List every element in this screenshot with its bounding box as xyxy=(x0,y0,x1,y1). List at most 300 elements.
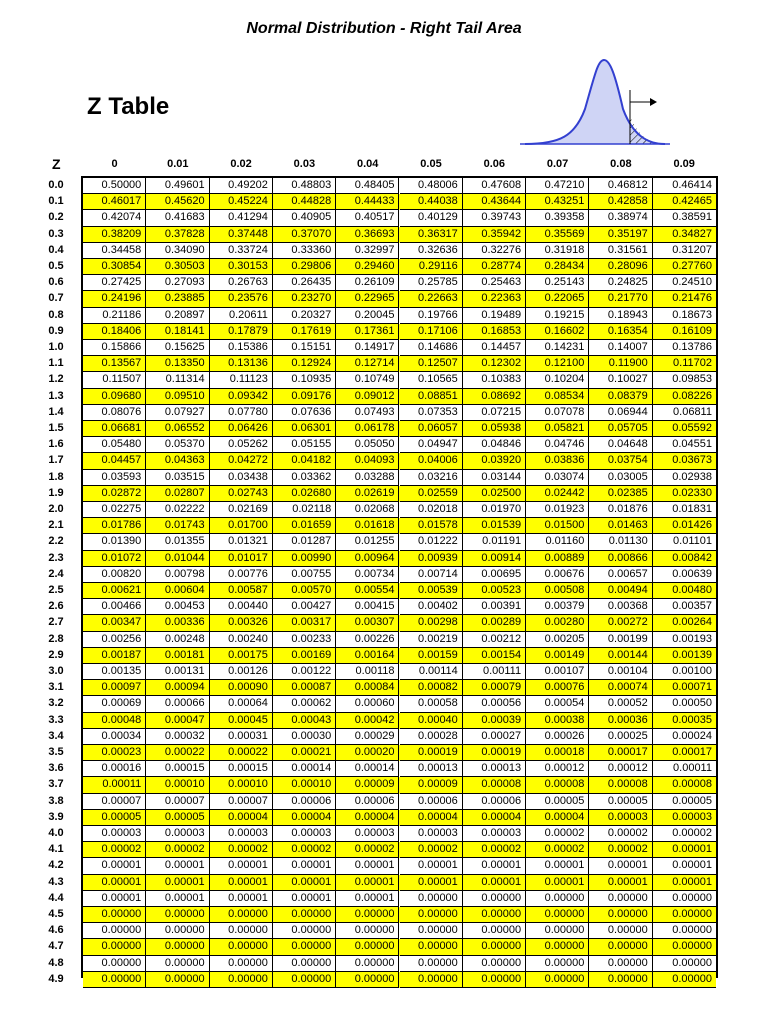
table-cell: 0.48006 xyxy=(400,178,463,194)
table-cell: 0.10565 xyxy=(400,372,463,388)
table-cell: 0.00058 xyxy=(400,696,463,712)
table-cell: 0.35569 xyxy=(526,227,589,243)
table-cell: 0.15866 xyxy=(83,340,146,356)
table-cell: 0.10935 xyxy=(273,372,336,388)
table-cell: 0.00001 xyxy=(210,891,273,907)
table-cell: 0.41294 xyxy=(210,210,273,226)
table-cell: 0.00842 xyxy=(653,551,716,567)
table-cell: 0.12100 xyxy=(526,356,589,372)
table-cell: 0.26435 xyxy=(273,275,336,291)
table-row xyxy=(83,794,716,810)
table-cell: 0.08692 xyxy=(463,389,526,405)
table-row xyxy=(83,227,716,243)
table-cell: 0.00004 xyxy=(526,810,589,826)
table-row xyxy=(83,891,716,907)
table-cell: 0.01618 xyxy=(336,518,399,534)
table-cell: 0.00001 xyxy=(146,891,209,907)
table-cell: 0.00017 xyxy=(589,745,652,761)
table-cell: 0.00000 xyxy=(273,907,336,923)
table-cell: 0.00135 xyxy=(83,664,146,680)
table-cell: 0.07353 xyxy=(400,405,463,421)
table-cell: 0.18406 xyxy=(83,324,146,340)
table-cell: 0.01743 xyxy=(146,518,209,534)
table-cell: 0.00181 xyxy=(146,648,209,664)
table-cell: 0.04006 xyxy=(400,453,463,469)
table-cell: 0.50000 xyxy=(83,178,146,194)
table-cell: 0.20045 xyxy=(336,308,399,324)
z-row-label: 0.7 xyxy=(48,292,64,305)
table-row xyxy=(83,875,716,891)
z-row-label: 2.2 xyxy=(48,535,64,548)
table-row xyxy=(83,551,716,567)
table-cell: 0.27093 xyxy=(146,275,209,291)
table-cell: 0.00508 xyxy=(526,583,589,599)
table-cell: 0.22965 xyxy=(336,291,399,307)
table-row xyxy=(83,810,716,826)
table-cell: 0.47210 xyxy=(526,178,589,194)
table-cell: 0.00427 xyxy=(273,599,336,615)
table-cell: 0.00011 xyxy=(83,777,146,793)
table-cell: 0.00010 xyxy=(146,777,209,793)
column-header: 0.08 xyxy=(610,158,632,170)
table-cell: 0.00676 xyxy=(526,567,589,583)
table-cell: 0.00939 xyxy=(400,551,463,567)
table-cell: 0.01072 xyxy=(83,551,146,567)
table-cell: 0.00006 xyxy=(273,794,336,810)
z-row-label: 2.1 xyxy=(48,519,64,532)
table-cell: 0.17619 xyxy=(273,324,336,340)
table-cell: 0.00714 xyxy=(400,567,463,583)
table-cell: 0.00402 xyxy=(400,599,463,615)
table-cell: 0.00039 xyxy=(463,713,526,729)
table-cell: 0.00015 xyxy=(210,761,273,777)
table-cell: 0.08076 xyxy=(83,405,146,421)
table-cell: 0.00000 xyxy=(400,956,463,972)
column-header: 0.03 xyxy=(293,158,316,170)
table-cell: 0.29806 xyxy=(273,259,336,275)
table-cell: 0.03593 xyxy=(83,470,146,486)
table-cell: 0.00621 xyxy=(83,583,146,599)
table-cell: 0.00001 xyxy=(336,891,399,907)
table-cell: 0.31561 xyxy=(589,243,652,259)
z-row-label: 3.6 xyxy=(48,762,64,775)
table-cell: 0.05155 xyxy=(273,437,336,453)
z-row-label: 2.4 xyxy=(48,567,64,580)
table-cell: 0.00008 xyxy=(589,777,652,793)
table-cell: 0.02169 xyxy=(210,502,273,518)
table-cell: 0.00001 xyxy=(146,858,209,874)
table-cell: 0.00032 xyxy=(146,729,209,745)
table-cell: 0.00264 xyxy=(653,615,716,631)
z-row-label: 2.7 xyxy=(48,616,64,629)
table-row xyxy=(83,291,716,307)
table-cell: 0.00000 xyxy=(653,923,716,939)
table-cell: 0.42074 xyxy=(83,210,146,226)
table-cell: 0.25785 xyxy=(400,275,463,291)
table-cell: 0.00001 xyxy=(463,875,526,891)
table-row xyxy=(83,664,716,680)
table-cell: 0.00076 xyxy=(526,680,589,696)
table-cell: 0.04272 xyxy=(210,453,273,469)
column-header: 0 xyxy=(111,158,118,170)
table-cell: 0.00139 xyxy=(653,648,716,664)
table-cell: 0.01130 xyxy=(589,534,652,550)
table-cell: 0.00000 xyxy=(83,907,146,923)
table-cell: 0.28096 xyxy=(589,259,652,275)
table-cell: 0.20611 xyxy=(210,308,273,324)
table-cell: 0.00347 xyxy=(83,615,146,631)
table-cell: 0.00226 xyxy=(336,632,399,648)
table-cell: 0.00003 xyxy=(400,826,463,842)
table-cell: 0.00022 xyxy=(210,745,273,761)
table-cell: 0.44038 xyxy=(400,194,463,210)
table-cell: 0.00336 xyxy=(146,615,209,631)
table-cell: 0.00000 xyxy=(589,891,652,907)
table-cell: 0.00001 xyxy=(83,875,146,891)
table-cell: 0.00031 xyxy=(210,729,273,745)
table-cell: 0.04457 xyxy=(83,453,146,469)
table-cell: 0.49202 xyxy=(210,178,273,194)
table-cell: 0.00205 xyxy=(526,632,589,648)
table-cell: 0.38974 xyxy=(589,210,652,226)
table-cell: 0.00009 xyxy=(400,777,463,793)
table-cell: 0.00000 xyxy=(589,972,652,988)
table-cell: 0.00326 xyxy=(210,615,273,631)
table-cell: 0.10027 xyxy=(589,372,652,388)
table-cell: 0.00001 xyxy=(653,875,716,891)
table-cell: 0.04746 xyxy=(526,437,589,453)
table-cell: 0.05938 xyxy=(463,421,526,437)
table-row xyxy=(83,259,716,275)
table-cell: 0.35942 xyxy=(463,227,526,243)
table-cell: 0.00074 xyxy=(589,680,652,696)
table-cell: 0.39743 xyxy=(463,210,526,226)
table-cell: 0.00060 xyxy=(336,696,399,712)
document-title: Normal Distribution - Right Tail Area xyxy=(246,20,522,37)
z-row-label: 0.3 xyxy=(48,227,64,240)
table-cell: 0.06944 xyxy=(589,405,652,421)
z-row-label: 3.9 xyxy=(48,810,64,823)
table-cell: 0.32997 xyxy=(336,243,399,259)
table-cell: 0.05050 xyxy=(336,437,399,453)
table-cell: 0.46812 xyxy=(589,178,652,194)
column-header: 0.05 xyxy=(420,158,442,170)
table-cell: 0.13786 xyxy=(653,340,716,356)
table-row xyxy=(83,437,716,453)
table-cell: 0.00036 xyxy=(589,713,652,729)
table-cell: 0.00012 xyxy=(589,761,652,777)
table-cell: 0.26109 xyxy=(336,275,399,291)
table-cell: 0.06681 xyxy=(83,421,146,437)
table-row xyxy=(83,372,716,388)
table-cell: 0.00016 xyxy=(83,761,146,777)
table-cell: 0.01390 xyxy=(83,534,146,550)
tail-arrow-head xyxy=(650,98,657,106)
table-cell: 0.06178 xyxy=(336,421,399,437)
table-cell: 0.00440 xyxy=(210,599,273,615)
table-cell: 0.00006 xyxy=(400,794,463,810)
table-cell: 0.24196 xyxy=(83,291,146,307)
table-cell: 0.00000 xyxy=(653,907,716,923)
z-row-label: 0.4 xyxy=(48,243,64,256)
table-row xyxy=(83,923,716,939)
table-cell: 0.01255 xyxy=(336,534,399,550)
table-cell: 0.00045 xyxy=(210,713,273,729)
table-cell: 0.00000 xyxy=(83,923,146,939)
table-cell: 0.00005 xyxy=(146,810,209,826)
table-cell: 0.22363 xyxy=(463,291,526,307)
table-cell: 0.00035 xyxy=(653,713,716,729)
table-cell: 0.27425 xyxy=(83,275,146,291)
table-cell: 0.00001 xyxy=(653,858,716,874)
table-cell: 0.28434 xyxy=(526,259,589,275)
table-cell: 0.00415 xyxy=(336,599,399,615)
z-row-label: 2.0 xyxy=(48,503,64,515)
table-cell: 0.02068 xyxy=(336,502,399,518)
z-row-label: 1.8 xyxy=(48,470,64,483)
table-cell: 0.19489 xyxy=(463,308,526,324)
z-row-label: 0.6 xyxy=(48,276,64,289)
table-cell: 0.00015 xyxy=(146,761,209,777)
table-cell: 0.00280 xyxy=(526,615,589,631)
z-row-label: 1.3 xyxy=(48,389,64,402)
table-cell: 0.00000 xyxy=(336,907,399,923)
table-cell: 0.15151 xyxy=(273,340,336,356)
table-cell: 0.00010 xyxy=(273,777,336,793)
table-cell: 0.22663 xyxy=(400,291,463,307)
table-cell: 0.00164 xyxy=(336,648,399,664)
table-cell: 0.18673 xyxy=(653,308,716,324)
table-cell: 0.00004 xyxy=(463,810,526,826)
table-row xyxy=(83,729,716,745)
table-row xyxy=(83,696,716,712)
table-cell: 0.32636 xyxy=(400,243,463,259)
table-cell: 0.02222 xyxy=(146,502,209,518)
table-cell: 0.00000 xyxy=(273,923,336,939)
table-cell: 0.45224 xyxy=(210,194,273,210)
table-cell: 0.00212 xyxy=(463,632,526,648)
table-row xyxy=(83,583,716,599)
table-cell: 0.00008 xyxy=(653,777,716,793)
table-cell: 0.02619 xyxy=(336,486,399,502)
table-cell: 0.00090 xyxy=(210,680,273,696)
table-cell: 0.00000 xyxy=(400,907,463,923)
table-cell: 0.00018 xyxy=(526,745,589,761)
table-cell: 0.23576 xyxy=(210,291,273,307)
table-cell: 0.00776 xyxy=(210,567,273,583)
z-row-label: 1.1 xyxy=(48,357,64,370)
table-cell: 0.00554 xyxy=(336,583,399,599)
table-cell: 0.00001 xyxy=(653,842,716,858)
table-cell: 0.00964 xyxy=(336,551,399,567)
table-cell: 0.00000 xyxy=(463,956,526,972)
z-row-label: 3.0 xyxy=(48,665,64,677)
table-cell: 0.29460 xyxy=(336,259,399,275)
z-row-label: 4.2 xyxy=(48,859,64,872)
z-row-label: 0.2 xyxy=(48,211,64,224)
z-row-label: 1.7 xyxy=(48,454,64,467)
table-cell: 0.03074 xyxy=(526,470,589,486)
table-cell: 0.00000 xyxy=(589,939,652,955)
table-row xyxy=(83,210,716,226)
table-cell: 0.00019 xyxy=(400,745,463,761)
table-cell: 0.02442 xyxy=(526,486,589,502)
table-cell: 0.00639 xyxy=(653,567,716,583)
table-row xyxy=(83,340,716,356)
table-cell: 0.01876 xyxy=(589,502,652,518)
table-cell: 0.19215 xyxy=(526,308,589,324)
table-cell: 0.40129 xyxy=(400,210,463,226)
z-row-label: 3.2 xyxy=(48,697,64,710)
table-row xyxy=(83,518,716,534)
table-cell: 0.00002 xyxy=(83,842,146,858)
table-cell: 0.00005 xyxy=(589,794,652,810)
table-cell: 0.00000 xyxy=(463,939,526,955)
table-cell: 0.00000 xyxy=(273,939,336,955)
table-cell: 0.00122 xyxy=(273,664,336,680)
table-cell: 0.40905 xyxy=(273,210,336,226)
table-cell: 0.16853 xyxy=(463,324,526,340)
table-cell: 0.00003 xyxy=(273,826,336,842)
table-cell: 0.43251 xyxy=(526,194,589,210)
table-cell: 0.00003 xyxy=(210,826,273,842)
table-cell: 0.00000 xyxy=(210,923,273,939)
table-row xyxy=(83,956,716,972)
table-cell: 0.00043 xyxy=(273,713,336,729)
table-cell: 0.00001 xyxy=(273,891,336,907)
z-row-label: 1.9 xyxy=(48,486,64,499)
table-cell: 0.42858 xyxy=(589,194,652,210)
table-cell: 0.00000 xyxy=(463,923,526,939)
column-header: 0.02 xyxy=(230,158,252,170)
table-cell: 0.44828 xyxy=(273,194,336,210)
table-cell: 0.39358 xyxy=(526,210,589,226)
table-cell: 0.00000 xyxy=(463,972,526,988)
table-cell: 0.02872 xyxy=(83,486,146,502)
z-row-label: 2.9 xyxy=(48,648,64,661)
table-cell: 0.00001 xyxy=(400,858,463,874)
table-cell: 0.04182 xyxy=(273,453,336,469)
z-row-label: 0.5 xyxy=(48,260,64,272)
table-cell: 0.14007 xyxy=(589,340,652,356)
table-cell: 0.00056 xyxy=(463,696,526,712)
table-cell: 0.00002 xyxy=(400,842,463,858)
table-cell: 0.26763 xyxy=(210,275,273,291)
z-row-label: 4.1 xyxy=(48,843,64,856)
table-cell: 0.00050 xyxy=(653,696,716,712)
table-cell: 0.00149 xyxy=(526,648,589,664)
table-cell: 0.00000 xyxy=(83,939,146,955)
table-cell: 0.11507 xyxy=(83,372,146,388)
z-row-label: 3.5 xyxy=(48,746,64,758)
table-cell: 0.24510 xyxy=(653,275,716,291)
table-cell: 0.00000 xyxy=(653,939,716,955)
table-cell: 0.00000 xyxy=(83,972,146,988)
table-cell: 0.00523 xyxy=(463,583,526,599)
table-cell: 0.00379 xyxy=(526,599,589,615)
table-cell: 0.00003 xyxy=(463,826,526,842)
table-row xyxy=(83,842,716,858)
table-cell: 0.36693 xyxy=(336,227,399,243)
table-row xyxy=(83,308,716,324)
table-cell: 0.00000 xyxy=(526,956,589,972)
table-row xyxy=(83,534,716,550)
table-cell: 0.11702 xyxy=(653,356,716,372)
table-cell: 0.27760 xyxy=(653,259,716,275)
table-cell: 0.00069 xyxy=(83,696,146,712)
table-cell: 0.02018 xyxy=(400,502,463,518)
table-cell: 0.00368 xyxy=(589,599,652,615)
table-cell: 0.00001 xyxy=(210,875,273,891)
table-cell: 0.14231 xyxy=(526,340,589,356)
table-cell: 0.00000 xyxy=(463,891,526,907)
table-cell: 0.00256 xyxy=(83,632,146,648)
table-cell: 0.00097 xyxy=(83,680,146,696)
z-row-label: 1.4 xyxy=(48,405,64,418)
table-cell: 0.01017 xyxy=(210,551,273,567)
table-cell: 0.03216 xyxy=(400,470,463,486)
z-row-label: 0.9 xyxy=(48,324,64,337)
table-cell: 0.18141 xyxy=(146,324,209,340)
table-cell: 0.00000 xyxy=(273,972,336,988)
table-cell: 0.12507 xyxy=(400,356,463,372)
z-row-label: 0.0 xyxy=(48,179,64,191)
table-cell: 0.00062 xyxy=(273,696,336,712)
table-cell: 0.00001 xyxy=(526,875,589,891)
table-cell: 0.20897 xyxy=(146,308,209,324)
table-cell: 0.00657 xyxy=(589,567,652,583)
table-cell: 0.14686 xyxy=(400,340,463,356)
table-cell: 0.03754 xyxy=(589,453,652,469)
table-cell: 0.08379 xyxy=(589,389,652,405)
table-cell: 0.00001 xyxy=(400,875,463,891)
table-cell: 0.00453 xyxy=(146,599,209,615)
z-row-label: 4.4 xyxy=(48,891,64,904)
table-row xyxy=(83,907,716,923)
column-header: 0.07 xyxy=(546,158,569,170)
table-cell: 0.00539 xyxy=(400,583,463,599)
table-cell: 0.00000 xyxy=(210,956,273,972)
table-cell: 0.00298 xyxy=(400,615,463,631)
table-cell: 0.03288 xyxy=(336,470,399,486)
table-cell: 0.02807 xyxy=(146,486,209,502)
table-cell: 0.00002 xyxy=(273,842,336,858)
table-cell: 0.03673 xyxy=(653,453,716,469)
table-cell: 0.46017 xyxy=(83,194,146,210)
table-cell: 0.02500 xyxy=(463,486,526,502)
table-cell: 0.00003 xyxy=(336,826,399,842)
table-cell: 0.00154 xyxy=(463,648,526,664)
table-cell: 0.00002 xyxy=(589,826,652,842)
table-cell: 0.02330 xyxy=(653,486,716,502)
table-cell: 0.15625 xyxy=(146,340,209,356)
table-cell: 0.00587 xyxy=(210,583,273,599)
table-row xyxy=(83,178,716,194)
table-cell: 0.23270 xyxy=(273,291,336,307)
table-cell: 0.00003 xyxy=(589,810,652,826)
table-row xyxy=(83,275,716,291)
table-cell: 0.02118 xyxy=(273,502,336,518)
table-cell: 0.00019 xyxy=(463,745,526,761)
normal-curve-illustration xyxy=(520,54,670,154)
table-row xyxy=(83,745,716,761)
table-cell: 0.06301 xyxy=(273,421,336,437)
table-cell: 0.00009 xyxy=(336,777,399,793)
table-cell: 0.01700 xyxy=(210,518,273,534)
table-cell: 0.00604 xyxy=(146,583,209,599)
table-cell: 0.00000 xyxy=(400,923,463,939)
table-cell: 0.04093 xyxy=(336,453,399,469)
